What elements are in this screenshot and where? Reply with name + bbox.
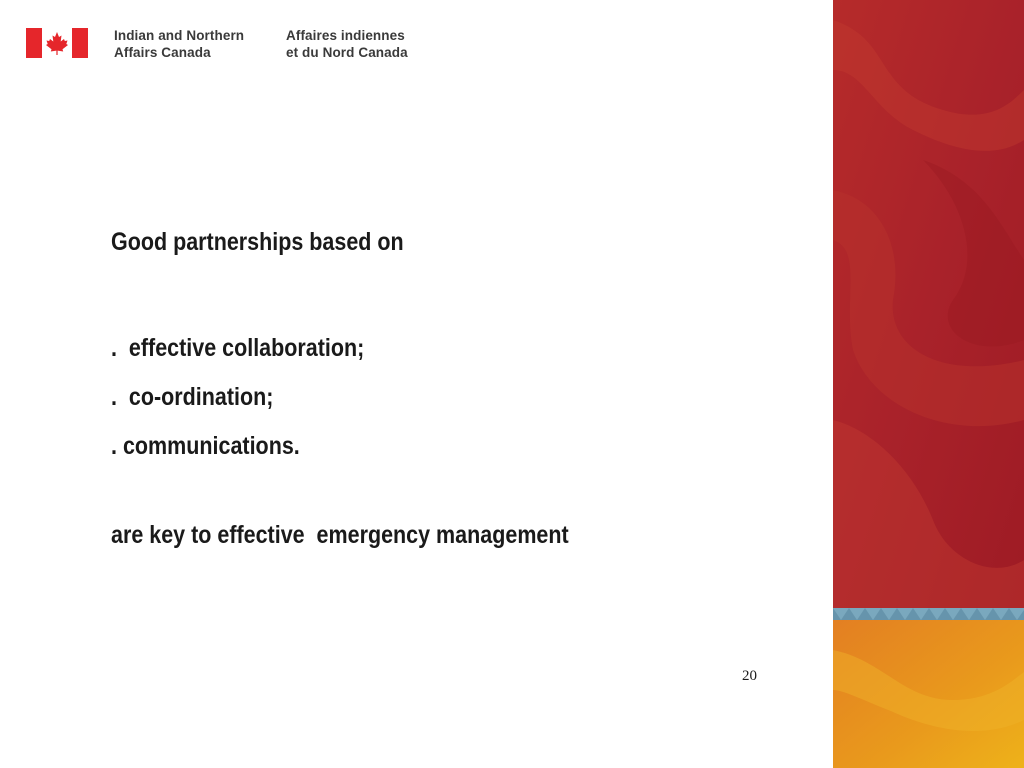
decorative-panel-graphic (833, 0, 1024, 768)
department-name-french (286, 27, 456, 61)
bullet-item: . co-ordination; (111, 383, 274, 411)
bullet-item: . effective collaboration; (111, 334, 365, 362)
slide-body (111, 226, 713, 552)
department-en-line-2: Affairs Canada (114, 45, 211, 60)
intro-text: Good partnerships based on (111, 228, 404, 256)
department-en-line-1: Indian and Northern (114, 28, 245, 43)
closing-text: are key to effective emergency management (111, 521, 569, 549)
canada-flag-icon (26, 28, 88, 58)
bullet-list (111, 324, 713, 471)
department-fr-line-2: et du Nord Canada (286, 45, 408, 60)
department-fr-line-1: Affaires indiennes (286, 28, 405, 43)
bullet-item: . communications. (111, 432, 300, 460)
department-name-english (114, 27, 272, 61)
decorative-side-panel (833, 0, 1024, 768)
government-wordmark-header (26, 28, 456, 62)
page-number: 20 (742, 668, 757, 684)
